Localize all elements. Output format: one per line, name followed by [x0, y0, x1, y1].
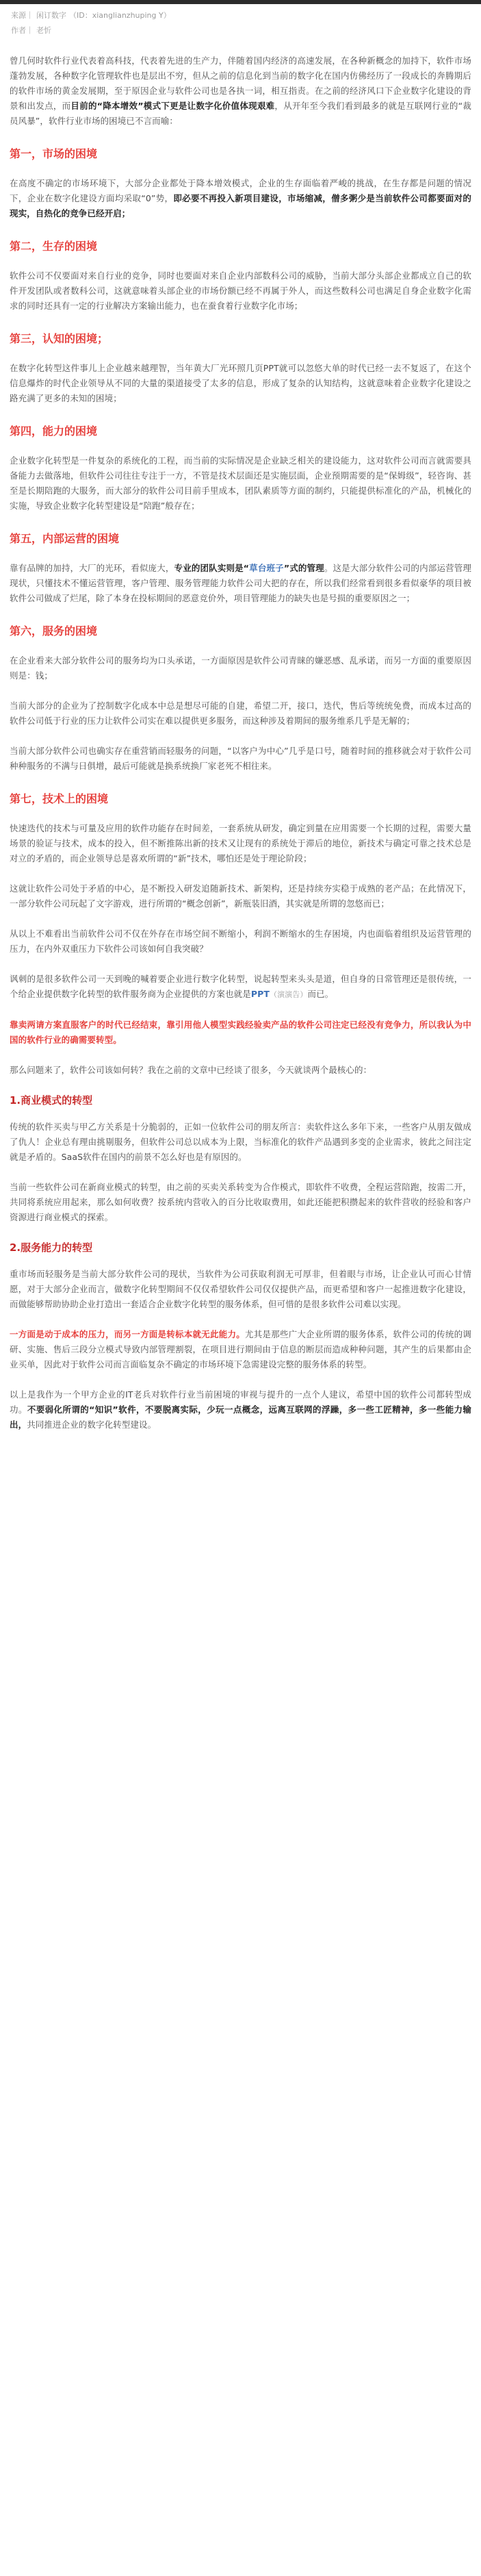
ppt-caption: （演演告）	[269, 990, 308, 999]
author-name: 老忻	[36, 26, 51, 35]
technology-text-a: 讽刺的是很多软件公司一天到晚的喊着要企业进行数字化转型，说起转型来头头是道，但自身的日常管理还是很传统，一个给企业提供数字化转型的软件服务商为企业提供的方案也就是	[10, 974, 471, 999]
market-text: 在高度不确定的市场环境下，大部分企业都处于降本增效模式，企业的生存面临着严峻的挑战，在生存都是问题的情况下，企业在数字化建设方面均采取“0”势，	[10, 178, 471, 203]
article-body	[0, 38, 481, 1432]
heading-service-ability: 2.服务能力的转型	[10, 1241, 93, 1254]
technology-text-b: 而已。	[307, 989, 334, 999]
technology-paragraph-4	[10, 972, 471, 1002]
author-label: 作者｜	[11, 26, 34, 35]
heading-ability: 第四，能力的困境	[10, 425, 98, 438]
source-label: 来源｜	[11, 11, 34, 20]
source-name[interactable]: 闲订数字	[36, 11, 66, 20]
article-meta	[0, 4, 481, 38]
ppt-link[interactable]: PPT	[250, 989, 270, 999]
service-paragraph-1: 在企业看来大部分软件公司的服务均为口头承诺，一方面原因是软件公司青睐的嫌恶感、乱承诺，而另一方面的重要原因则是：钱；	[10, 655, 471, 681]
heading-service: 第六，服务的困境	[10, 624, 98, 637]
conclusion-text-b: 共同推进企业的数字化转型建设。	[27, 1419, 157, 1430]
source-id: （ID：xianglianzhuping Y）	[69, 11, 171, 20]
operations-link[interactable]: 草台班子	[249, 563, 284, 573]
ability-paragraph: 企业数字化转型是一件复杂的系统化的工程，而当前的实际情况是企业缺乏相关的建设能力，这对软件公司而言就需要具备能力去做落地，但软件公司往往专注于一方，不管是技术层面还是实施层面，企业预期需要的是“保姆级”，轻咨询、甚至是长期陪跑的大服务，而大部分的软件公司目前手里成本，团队素质等方面的制约，只能提供标准化的产品，机械化的实施，导致企业数字化转型建设是“陪跑”般存在；	[10, 455, 471, 511]
market-paragraph	[10, 176, 471, 221]
transition-paragraph: 那么问题来了，软件公司该如何转？我在之前的文章中已经谈了很多，今天就谈两个最核心的：	[10, 1065, 372, 1075]
heading-operations: 第五，内部运营的困境	[10, 532, 120, 545]
survival-paragraph: 软件公司不仅要面对来自行业的竞争，同时也要面对来自企业内部数科公司的威胁，当前大部分头部企业都成立自己的软件开发团队或者数科公司，这就意味着头部企业的市场份额已经不再属于外人，而这些数科公司也满足自身企业数字化需求的同时还具有一定的行业解决方案输出能力，也在蚕食着行业数字化市场；	[10, 270, 471, 311]
cognition-paragraph: 在数字化转型这件事儿上企业越来越理智，当年黄大厂光环照几页PPT就可以忽悠大单的时代已经一去不复返了，在这个信息爆炸的时代企业领导从不同的大量的渠道接受了太多的信息，形成了复杂的认知结构，这就意味着企业数字化建设之路充满了更多的未知的困境；	[10, 363, 471, 403]
heading-business-model: 1.商业模式的转型	[10, 1094, 93, 1107]
intro-text-a: 曾几何时软件行业代表着高科技，代表着先进的生产力，伴随着国内经济的高速发展，在各种新概念的加持下，软件市场蓬勃发展，各种数字化管理软件也是层出不穷，但从之前的信息化到当前的数字化在国内仿佛经历了一段成长的奔腾期后的软件市场的黄金发展期，至于原因企业与软件公司也是各执一词，相互指责。在之前的经济风口下企业数字化建设的背景和出发点，而	[10, 55, 471, 111]
business-model-paragraph-1: 传统的软件买卖与甲乙方关系是十分脆弱的，正如一位软件公司的朋友所言：卖软件这么多年下来，一些客户从朋友做成了仇人！企业总有理由挑剔服务，但软件公司总以成本为上限，当标准化的软件产品遇到多变的企业需求，彼此之间注定就是矛盾的。SaaS软件在国内的前景不怎么好也是有原因的。	[10, 1122, 471, 1162]
operations-text-a: 靠有品牌的加持，大厂的光环，看似庞大，	[10, 563, 174, 573]
operations-text-bold-2: ”式的管理	[283, 563, 324, 573]
conclusion-text-bold: 不要弱化所谓的“知识”软件，不要脱离实际，少玩一点概念，远离互联网的浮躁，多一些工匠精神，多一些能力输出，	[10, 1404, 471, 1430]
author-line	[11, 23, 470, 38]
heading-cognition: 第三，认知的困境；	[10, 332, 109, 345]
conclusion-paragraph	[10, 1387, 471, 1432]
service-paragraph-3: 当前大部分软件公司也确实存在重营销而轻服务的问题，“以客户为中心”几乎是口号，随着时间的推移就会对于软件公司种种服务的不满与日俱增，最后可能就是换系统换厂家老死不相往来。	[10, 746, 471, 771]
business-model-paragraph-2: 当前一些软件公司在新商业模式的转型，由之前的买卖关系转变为合作模式，即软件不收费，全程运营陪跑，按需二开，共同将系统应用起来，那么如何收费？按系统内营收入的百分比收取费用，如此还能把积攒起来的软件营收的经验和客户资源进行商业模式的探索。	[10, 1182, 471, 1222]
technology-paragraph-3: 从以上不难看出当前软件公司不仅在外存在市场空间不断缩小，利润不断缩水的生存困境，内也面临着组织及运营管理的压力，在内外双重压力下软件公司该如何自我突破？	[10, 929, 471, 954]
heading-market: 第一，市场的困境	[10, 147, 98, 160]
operations-text-bold: 专业的团队实则是“	[174, 563, 250, 573]
heading-survival: 第二，生存的困境	[10, 240, 98, 253]
service-ability-text-red: 一方面是动于成本的压力，而另一方面是转标本就无此能力。	[10, 1329, 245, 1339]
intro-text-bold: 目前的“降本增效”模式下更是让数字化价值体现艰难	[70, 101, 275, 111]
source-line	[11, 8, 470, 23]
operations-text-b: 。这是大部分软件公司的内部运营管理现状，只懂技术不懂运营管理，客户管理、服务管理能力软件公司大把的存在，所以我们经常看到很多看似豪华的项目被软件公司做成了烂尾，除了本身在投标期间的恶意竞价外，项目管理能力的缺失也是号损的重要原因之一；	[10, 563, 471, 603]
service-paragraph-2: 当前大部分的企业为了控制数字化成本中总是想尽可能的自建，希望二开，接口，迭代，售后等统统免费，而成本过高的软件公司低于行业的压力让软件公司实在难以提供更多服务，而这种涉及着期间的服务维系几乎是无解的；	[10, 700, 471, 726]
technology-paragraph-2: 这就让软件公司处于矛盾的中心，是不断投入研发追随新技术、新架构，还是持续夯实稳于成熟的老产品；在此情况下，一部分软件公司玩起了文字游戏，进行所谓的“概念创新”，新瓶装旧酒，其实就是所谓的忽悠而已；	[10, 883, 471, 909]
conclusion-text-a: 以上是我作为一个甲方企业的IT老兵对软件行业当前困境的审视与提升的一点个人建议，希望中国的软件公司都转型成功。	[10, 1389, 471, 1415]
operations-paragraph	[10, 561, 471, 606]
technology-highlight-paragraph: 靠卖两请方案直服客户的时代已经结束，靠引用他人模型实践经验卖产品的软件公司注定已经没有竞争力，所以我认为中国的软件行业的确需要转型。	[10, 1020, 471, 1045]
technology-paragraph-1: 快速迭代的技术与可量及应用的软件功能存在时间差，一套系统从研发，确定到量在应用需要一个长期的过程，需要大量场景的验证与技术，成本的投入，但不断推陈出新的技术又让现有的系统处于滞后的地位，新技术与确定可靠之技术总是对立的矛盾的，而企业领导总是喜欢所谓的“新”技术，哪怕还是处于理论阶段；	[10, 823, 471, 863]
market-text-bold: 即必要不再投入新项目建设，市场缩减，僧多粥少是当前软件公司都要面对的现实，自热化的竞争已经开启；	[10, 193, 471, 218]
service-ability-text-b: 尤其是那些广大企业所谓的服务体系，软件公司的传统的调研、实施、售后三段分立模式导致内部管理割裂，在项目进行期间由于信息的断层而造成种种问题，其产生的后果都由企业买单，因此对于软件公司而言面临复杂不确定的市场环境下急需建设完整的服务体系的转型。	[10, 1329, 471, 1369]
intro-text-b: ，从开年至今我们看到最多的就是互联网行业的“裁员风暴”，软件行业市场的困境已不言而喻：	[10, 101, 472, 126]
service-ability-paragraph-2	[10, 1327, 471, 1372]
intro-paragraph	[10, 53, 471, 129]
heading-technology: 第七，技术上的困境	[10, 792, 109, 805]
service-ability-paragraph-1: 重市场而轻服务是当前大部分软件公司的现状，当软件为公司获取利润无可厚非，但着眼与市场，让企业认可而心甘情愿，对于大部分企业而言，做数字化转型期间不仅仅希望软件公司仅仅提供产品，而更希望和客户一起推进数字化建设，而做能够帮助协助企业打造出一套适合企业数字化转型的服务体系，但可惜的是很多软件公司难以实现。	[10, 1269, 471, 1309]
